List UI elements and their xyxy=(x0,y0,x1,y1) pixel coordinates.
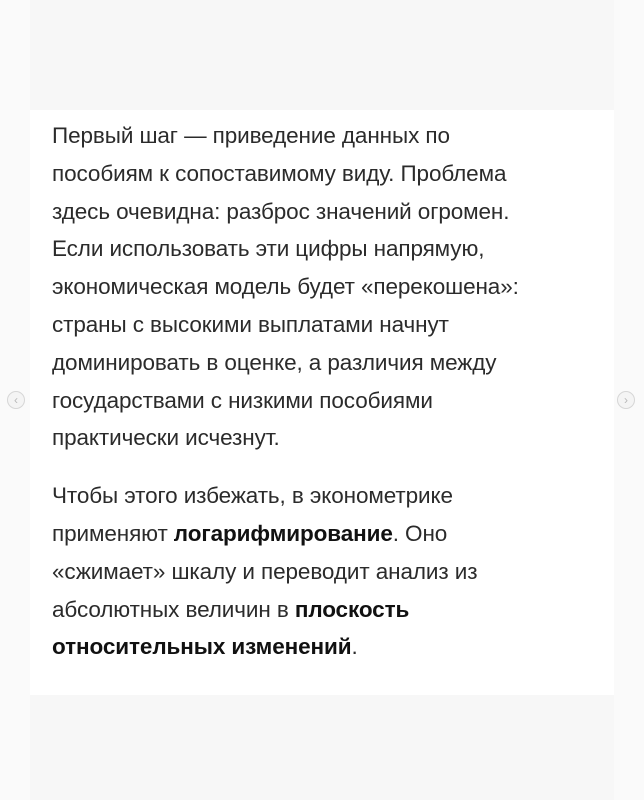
text-line: пособиям к сопоставимому виду. Проблема xyxy=(52,160,507,186)
text-line: Если использовать эти цифры напрямую, xyxy=(52,236,485,262)
text-line: практически исчезнут. xyxy=(52,425,280,451)
text-line: экономическая модель будет «перекошена»: xyxy=(52,274,519,300)
text-fragment: . Оно xyxy=(392,520,448,546)
text-line: «сжимает» шкалу и переводит анализ из xyxy=(52,558,478,584)
bold-term: плоскость xyxy=(294,596,410,622)
text-line: доминировать в оценке, а различия между xyxy=(52,349,497,375)
text-line: государствами с низкими пособиями xyxy=(52,387,433,413)
paragraph-1 xyxy=(52,117,612,457)
text-line: здесь очевидна: разброс значений огромен. xyxy=(52,198,510,224)
text-line: страны с высокими выплатами начнут xyxy=(52,311,449,337)
text-fragment: . xyxy=(351,634,358,660)
text-line: Первый шаг — приведение данных по xyxy=(52,123,450,148)
text-line xyxy=(52,515,612,553)
chevron-right-icon[interactable]: › xyxy=(617,391,635,409)
text-line: Чтобы этого избежать, в эконометрике xyxy=(52,483,453,509)
bold-term: относительных изменений xyxy=(52,634,352,660)
chevron-left-icon[interactable]: ‹ xyxy=(7,391,25,409)
article-text xyxy=(52,117,612,666)
previous-slide-area xyxy=(30,0,614,110)
text-line xyxy=(52,591,612,629)
text-line xyxy=(52,628,612,666)
next-slide-area xyxy=(30,695,614,800)
bold-term: логарифмирование xyxy=(173,520,393,546)
text-fragment: применяют xyxy=(52,520,174,546)
paragraph-2 xyxy=(52,477,612,666)
text-fragment: абсолютных величин в xyxy=(52,596,295,622)
